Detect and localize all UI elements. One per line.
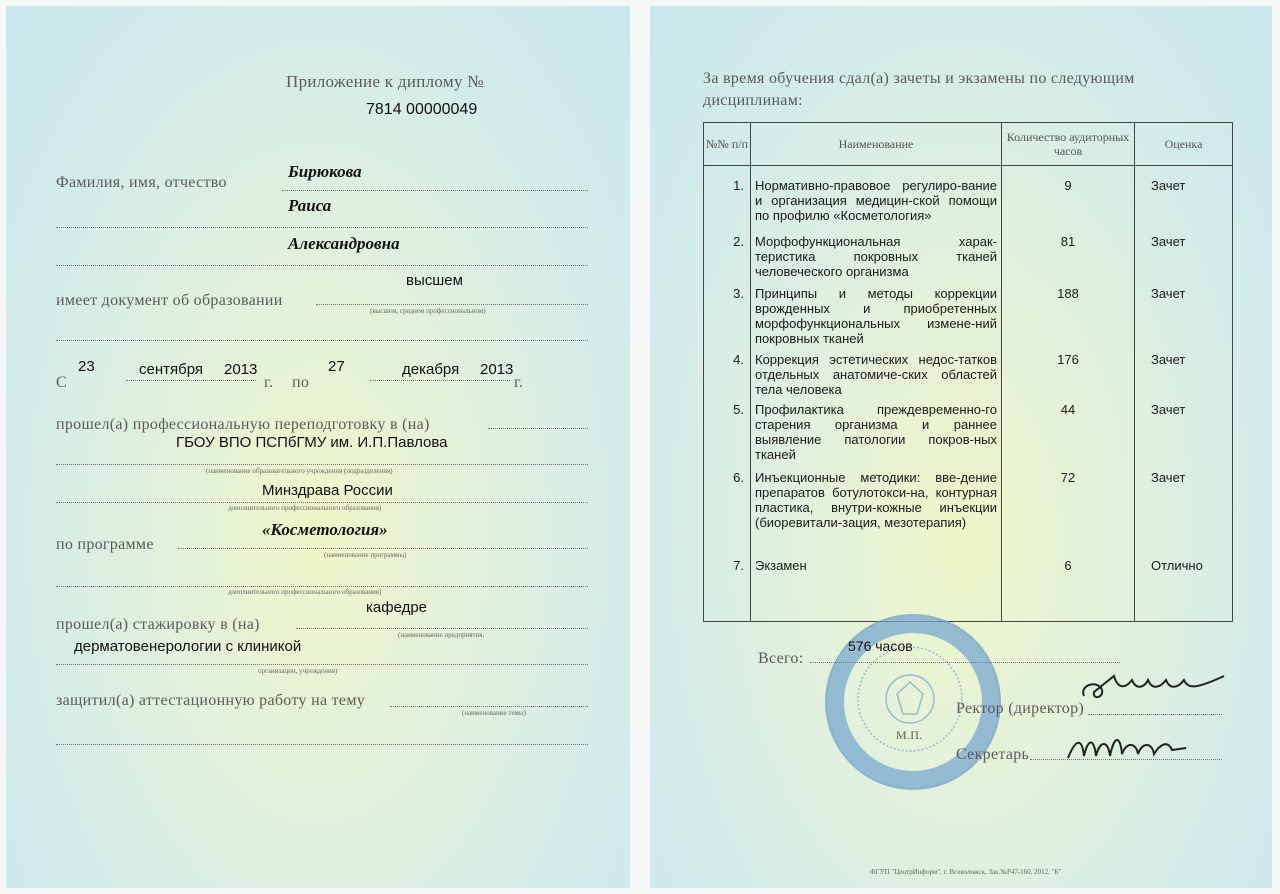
- patronymic-line: [56, 265, 588, 266]
- row-num: 4.: [704, 352, 751, 402]
- retraining-line: [488, 428, 588, 429]
- row-grade: Зачет: [1135, 234, 1233, 286]
- row-hours: 176: [1002, 352, 1135, 402]
- row-grade: Зачет: [1135, 470, 1233, 558]
- table-row: [704, 470, 1233, 558]
- row-grade: Отлично: [1135, 558, 1233, 622]
- rector-line: [1088, 714, 1222, 715]
- period-po: по: [292, 374, 310, 391]
- dpo-hint: дополнительного профессионального образования): [228, 504, 382, 512]
- program-hint: (наименование программы): [324, 551, 407, 559]
- name-line: [56, 227, 588, 228]
- program-line-2: [56, 586, 588, 587]
- org-hint: организации, учреждения): [258, 667, 338, 675]
- mp-label: М.П.: [896, 728, 923, 742]
- row-num: 3.: [704, 286, 751, 352]
- patronymic-value: Александровна: [288, 234, 400, 253]
- education-label: имеет документ об образовании: [56, 292, 283, 309]
- period-to-month: декабря: [402, 361, 460, 378]
- diploma-number: 7814 00000049: [366, 101, 478, 118]
- row-hours: 81: [1002, 234, 1135, 286]
- thesis-label: защитил(а) аттестационную работу на тему: [56, 692, 366, 709]
- row-num: 1.: [704, 166, 751, 234]
- ministry-line: [56, 502, 588, 503]
- thesis-hint: (наименование темы): [462, 709, 527, 717]
- total-line: [810, 662, 1120, 663]
- ministry-value: Минздрава России: [262, 482, 393, 499]
- row-name: Морфофункциональная харак-теристика покровных тканей человеческого организма: [751, 234, 1002, 286]
- program-value: «Косметология»: [262, 520, 388, 539]
- education-line: [316, 304, 588, 305]
- row-hours: 9: [1002, 166, 1135, 234]
- row-hours: 188: [1002, 286, 1135, 352]
- secretary-label: Секретарь: [956, 746, 1030, 763]
- education-line-2: [56, 340, 588, 341]
- row-name: Коррекция эстетических недос-татков отдельных анатомиче-ских областей тела человека: [751, 352, 1002, 402]
- period-from-day: 23: [78, 358, 95, 375]
- period-from-prefix: С: [56, 374, 67, 391]
- education-value: высшем: [406, 272, 463, 289]
- institution-line: [56, 464, 588, 465]
- row-name: Нормативно-правовое регулиро-вание и организация медицин-ской помощи по профилю «Косметология»: [751, 166, 1002, 234]
- row-grade: Зачет: [1135, 402, 1233, 470]
- education-hint: (высшем, среднем профессиональном): [370, 307, 486, 315]
- program-label: по программе: [56, 536, 154, 553]
- period-from-line: [126, 380, 256, 381]
- row-name: Принципы и методы коррекции врожденных и приобретенных морфофункциональных измене-ний покровных тканей: [751, 286, 1002, 352]
- rector-label: Ректор (директор): [956, 700, 1085, 717]
- name-value: Раиса: [288, 196, 332, 215]
- internship-line: [296, 628, 588, 629]
- internship-value: кафедре: [366, 599, 428, 616]
- row-num: 2.: [704, 234, 751, 286]
- document-title: Приложение к диплому №: [286, 72, 484, 91]
- header-grade: Оценка: [1135, 123, 1233, 166]
- diploma-supplement-right-page: [650, 6, 1272, 888]
- row-num: 7.: [704, 558, 751, 622]
- period-to-year: 2013: [480, 361, 514, 378]
- row-grade: Зачет: [1135, 352, 1233, 402]
- header-hours: Количество аудиторных часов: [1002, 123, 1135, 166]
- table-row: [704, 352, 1233, 402]
- thesis-line: [390, 706, 588, 707]
- fio-label: Фамилия, имя, отчество: [56, 174, 227, 191]
- rector-signature-icon: [1074, 666, 1234, 706]
- table-row: [704, 234, 1233, 286]
- row-name: Профилактика преждевременно-го старения организма и раннее выявление патологии покров-ных тканей: [751, 402, 1002, 470]
- period-g2: г.: [514, 374, 524, 391]
- row-hours: 72: [1002, 470, 1135, 558]
- row-name: Инъекционные методики: вве-дение препаратов ботулотокси-на, контурная пластика, внутри-кожные инъекции (биоревитали-зация, мезотерапия): [751, 470, 1002, 558]
- diploma-supplement-left-page: [6, 6, 630, 888]
- row-grade: Зачет: [1135, 286, 1233, 352]
- table-row: [704, 286, 1233, 352]
- total-value: 576 часов: [848, 638, 913, 654]
- intro-line-1: За время обучения сдал(а) зачеты и экзамены по следующим: [703, 70, 1135, 87]
- dpo-hint-2: дополнительного профессионального образования): [228, 588, 382, 596]
- table-row: [704, 402, 1233, 470]
- institution-hint: (наименование образовательного учреждения (подразделения): [206, 467, 393, 475]
- period-from-year: 2013: [224, 361, 258, 378]
- department-value: дерматовенерологии с клиникой: [74, 638, 302, 655]
- header-num: №№ п/п: [704, 123, 751, 166]
- printer-footer: ФГУП "ЦентрИнформ", г. Всеволожск, Зак.№Р47-160, 2012, "Б": [870, 868, 1062, 876]
- disciplines-table: [703, 122, 1233, 622]
- program-line: [178, 548, 588, 549]
- row-num: 6.: [704, 470, 751, 558]
- retraining-label: прошел(а) профессиональную переподготовку в (на): [56, 416, 430, 433]
- row-hours: 44: [1002, 402, 1135, 470]
- intro-line-2: дисциплинам:: [703, 92, 803, 109]
- table-header-row: [704, 123, 1233, 166]
- period-to-day: 27: [328, 358, 345, 375]
- table-row: [704, 166, 1233, 234]
- internship-label: прошел(а) стажировку в (на): [56, 616, 260, 633]
- institution-value: ГБОУ ВПО ПСПбГМУ им. И.П.Павлова: [176, 434, 448, 451]
- row-hours: 6: [1002, 558, 1135, 622]
- department-line: [56, 664, 588, 665]
- table-row: [704, 558, 1233, 622]
- surname-line: [282, 190, 588, 191]
- thesis-line-2: [56, 744, 588, 745]
- total-label: Всего:: [758, 650, 804, 667]
- internship-hint: (наименование предприятия,: [398, 631, 485, 639]
- secretary-line: [1030, 759, 1222, 760]
- period-g1: г.: [264, 374, 274, 391]
- period-to-line: [370, 380, 510, 381]
- period-from-month: сентября: [139, 361, 204, 378]
- row-name: Экзамен: [751, 558, 1002, 622]
- row-grade: Зачет: [1135, 166, 1233, 234]
- surname-value: Бирюкова: [288, 162, 362, 181]
- header-name: Наименование: [751, 123, 1002, 166]
- row-num: 5.: [704, 402, 751, 470]
